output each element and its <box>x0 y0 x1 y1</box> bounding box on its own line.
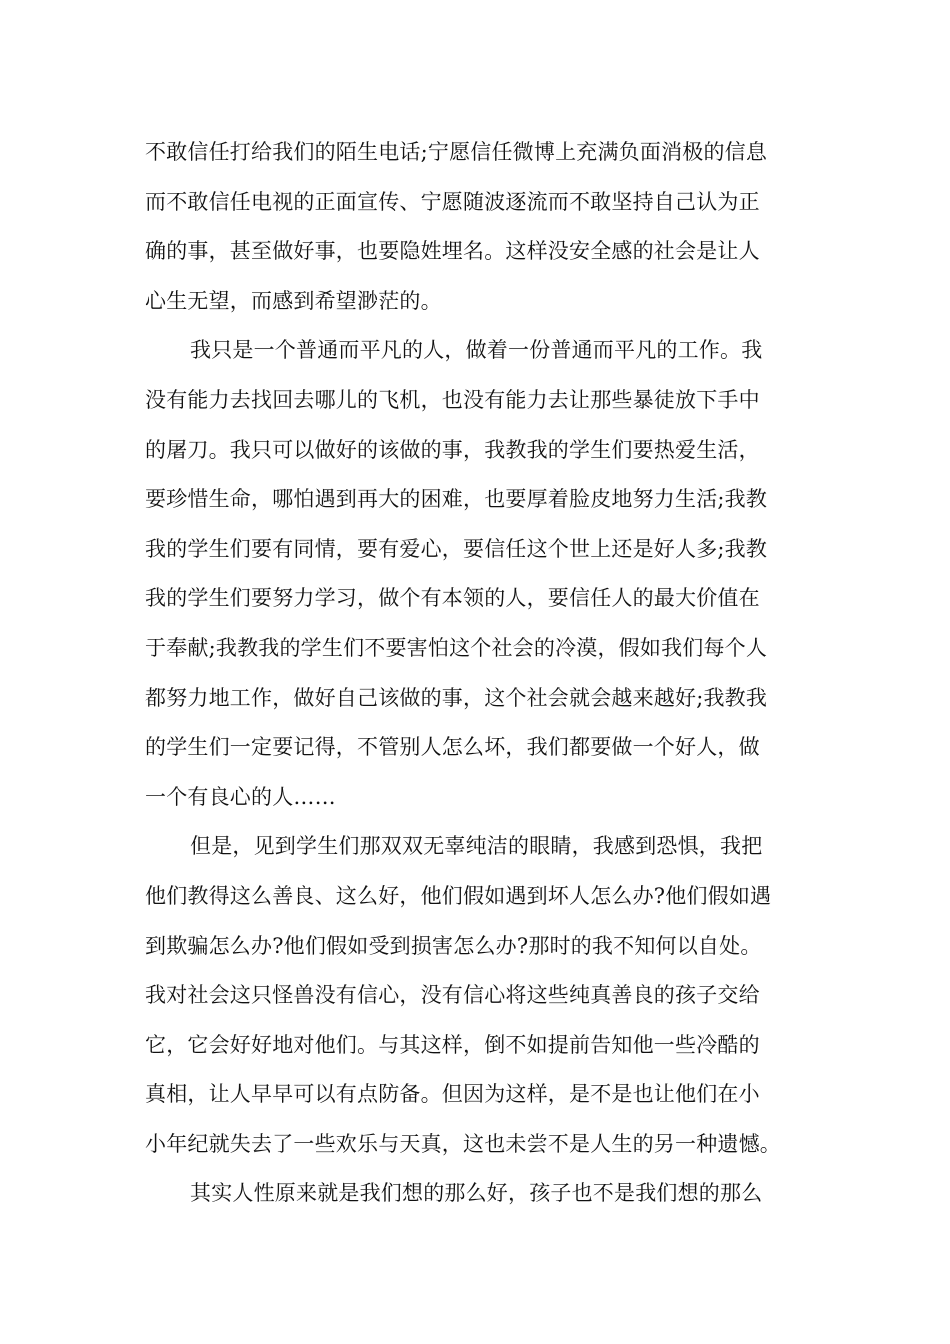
text-line: 要珍惜生命，哪怕遇到再大的困难，也要厚着脸皮地努力生活;我教 <box>145 487 768 512</box>
text-line: 心生无望，而感到希望渺茫的。 <box>145 288 442 313</box>
text-line: 真相，让人早早可以有点防备。但因为这样，是不是也让他们在小 <box>145 1082 760 1107</box>
text-line: 的屠刀。我只可以做好的该做的事，我教我的学生们要热爱生活， <box>145 437 760 462</box>
text-line: 的学生们一定要记得，不管别人怎么坏，我们都要做一个好人，做 <box>145 735 760 760</box>
text-line: 它，它会好好地对他们。与其这样，倒不如提前告知他一些冷酷的 <box>145 1032 760 1057</box>
text-line: 一个有良心的人…… <box>145 784 336 809</box>
text-line: 他们教得这么善良、这么好，他们假如遇到坏人怎么办?他们假如遇 <box>145 883 772 908</box>
text-line: 没有能力去找回去哪儿的飞机，也没有能力去让那些暴徒放下手中 <box>145 387 760 412</box>
text-line: 而不敢信任电视的正面宣传、宁愿随波逐流而不敢坚持自己认为正 <box>145 189 760 214</box>
document-body <box>145 128 810 1219</box>
text-line: 我的学生们要有同情，要有爱心，要信任这个世上还是好人多;我教 <box>145 536 768 561</box>
text-line: 我的学生们要努力学习，做个有本领的人，要信任人的最大价值在 <box>145 586 760 611</box>
text-line: 不敢信任打给我们的陌生电话;宁愿信任微博上充满负面消极的信息 <box>145 140 768 164</box>
text-line: 确的事，甚至做好事，也要隐姓埋名。这样没安全感的社会是让人 <box>145 239 760 264</box>
text-line: 都努力地工作，做好自己该做的事，这个社会就会越来越好;我教我 <box>145 685 768 710</box>
text-line: 我对社会这只怪兽没有信心，没有信心将这些纯真善良的孩子交给 <box>145 983 760 1008</box>
text-line: 到欺骗怎么办?他们假如受到损害怎么办?那时的我不知何以自处。 <box>145 933 762 958</box>
text-line: 于奉献;我教我的学生们不要害怕这个社会的冷漠，假如我们每个人 <box>145 635 768 660</box>
text-line: 其实人性原来就是我们想的那么好，孩子也不是我们想的那么 <box>190 1181 763 1206</box>
text-line: 我只是一个普通而平凡的人，做着一份普通而平凡的工作。我 <box>190 338 763 363</box>
text-line: 但是，见到学生们那双双无辜纯洁的眼睛，我感到恐惧，我把 <box>190 834 763 859</box>
text-line: 小年纪就失去了一些欢乐与天真，这也未尝不是人生的另一种遗憾。 <box>145 1131 781 1156</box>
